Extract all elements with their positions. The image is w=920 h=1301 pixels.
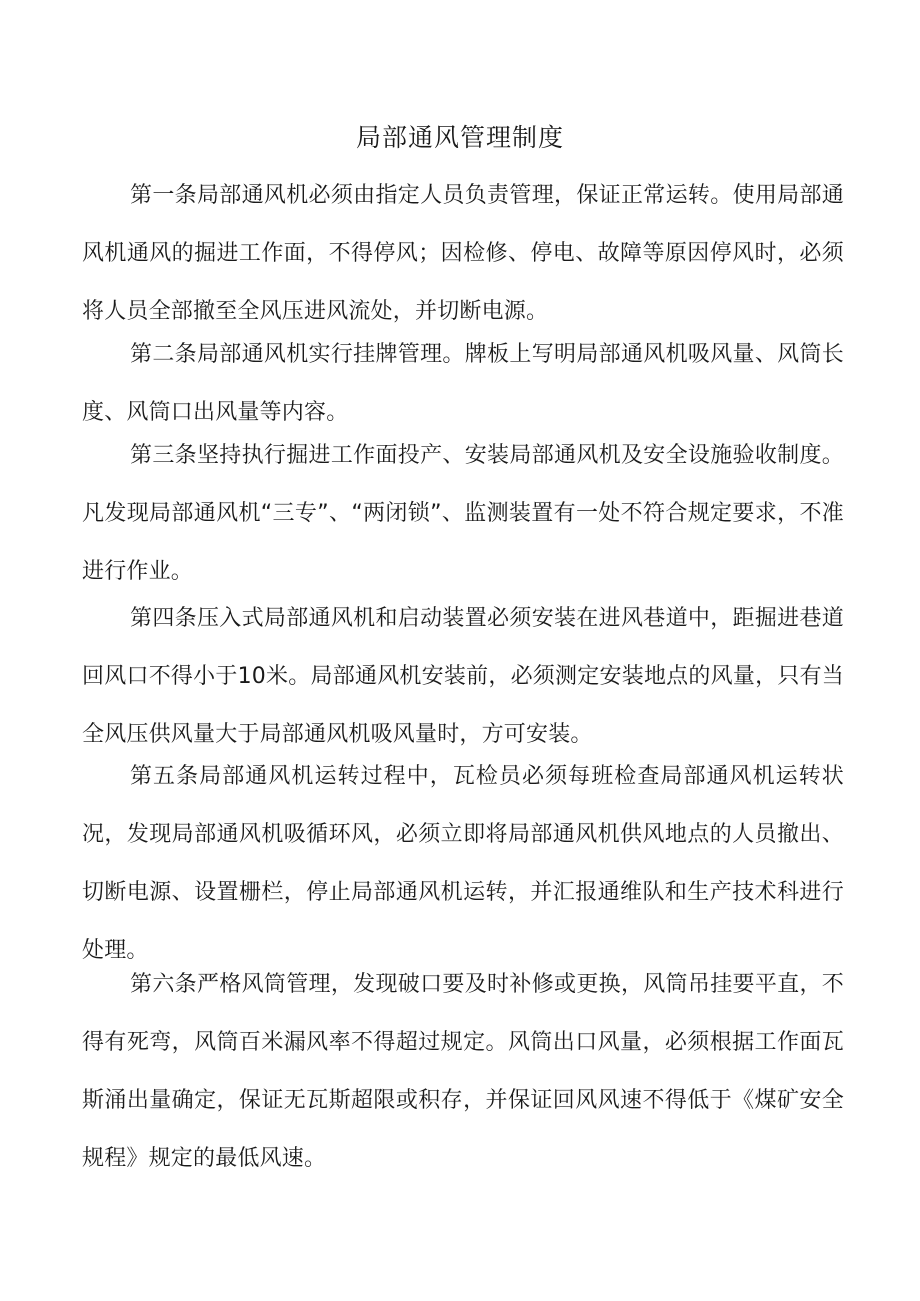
article-1: 第一条局部通风机必须由指定人员负责管理，保证正常运转。使用局部通风机通风的掘进工作面，不得停风；因检修、停电、故障等原因停风时，必须将人员全部撤至全风压进风流处，并切断电源。 — [82, 183, 844, 324]
article-2: 第二条局部通风机实行挂牌管理。牌板上写明局部通风机吸风量、风筒长度、风筒口出风量等内容。 — [82, 342, 844, 425]
article-4: 第四条压入式局部通风机和启动装置必须安装在进风巷道中，距掘进巷道回风口不得小于10米。局部通风机安装前，必须测定安装地点的风量，只有当全风压供风量大于局部通风机吸风量时，方可安装。 — [82, 606, 844, 747]
article-5: 第五条局部通风机运转过程中，瓦检员必须每班检查局部通风机运转状况，发现局部通风机吸循环风，必须立即将局部通风机供风地点的人员撤出、切断电源、设置栅栏，停止局部通风机运转，并汇报通维队和生产技术科进行处理。 — [82, 764, 844, 963]
document-title: 局部通风管理制度 — [355, 123, 564, 152]
article-3: 第三条坚持执行掘进工作面投产、安装局部通风机及安全设施验收制度。凡发现局部通风机“三专”、“两闭锁”、监测装置有一处不符合规定要求，不准进行作业。 — [82, 443, 844, 584]
article-6: 第六条严格风筒管理，发现破口要及时补修或更换，风筒吊挂要平直，不得有死弯，风筒百米漏风率不得超过规定。风筒出口风量，必须根据工作面瓦斯涌出量确定，保证无瓦斯超限或积存，并保证回风风速不得低于《煤矿安全规程》规定的最低风速。 — [82, 972, 844, 1171]
